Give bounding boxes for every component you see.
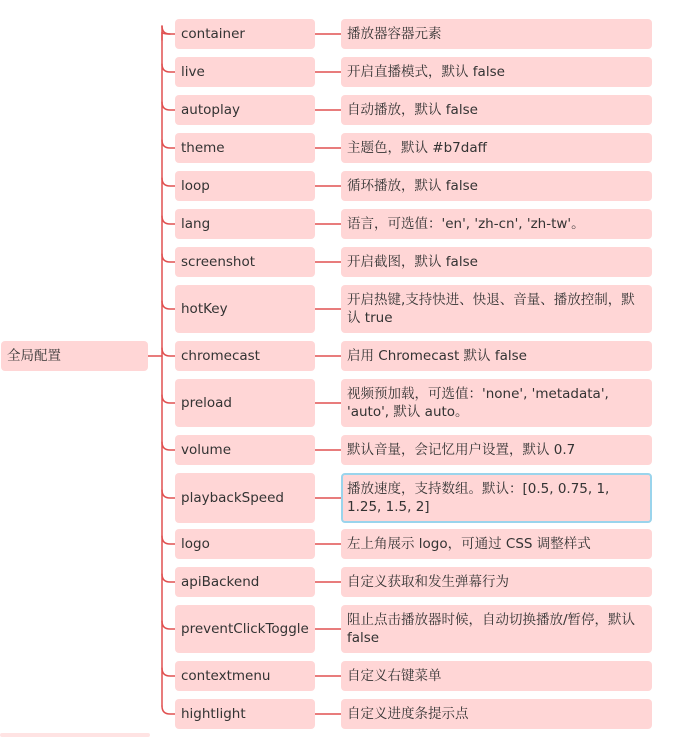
desc-node-autoplay[interactable] (341, 95, 652, 125)
branch-connector (162, 102, 175, 110)
branch-connector (162, 301, 175, 309)
key-label: preventClickToggle (181, 621, 309, 637)
desc-node-lang[interactable] (341, 209, 652, 239)
key-node-preventclicktoggle[interactable] (175, 605, 315, 653)
key-node-hightlight[interactable] (175, 699, 315, 729)
branch-connector (162, 490, 175, 498)
key-node-theme[interactable] (175, 133, 315, 163)
key-node-playbackspeed[interactable] (175, 473, 315, 523)
key-node-screenshot[interactable] (175, 247, 315, 277)
key-label: logo (181, 536, 210, 552)
branch-connector (162, 178, 175, 186)
branch-connector (162, 254, 175, 262)
branch-connector (162, 668, 175, 676)
desc-label: 启用 Chromecast 默认 false (347, 348, 527, 364)
key-node-lang[interactable] (175, 209, 315, 239)
desc-node-preventclicktoggle[interactable] (341, 605, 652, 653)
key-node-live[interactable] (175, 57, 315, 87)
desc-node-volume[interactable] (341, 435, 652, 465)
key-node-chromecast[interactable] (175, 341, 315, 371)
desc-node-hotkey[interactable] (341, 285, 652, 333)
desc-label: 视频预加载，可选值：'none', 'metadata', 'auto', 默认 auto。 (347, 386, 609, 420)
key-node-container[interactable] (175, 19, 315, 49)
key-label: playbackSpeed (181, 490, 284, 506)
root-label: 全局配置 (7, 348, 61, 364)
key-node-preload[interactable] (175, 379, 315, 427)
branch-connector (162, 64, 175, 72)
desc-label: 默认音量，会记忆用户设置，默认 0.7 (347, 442, 576, 458)
key-label: contextmenu (181, 668, 271, 684)
key-label: lang (181, 216, 211, 232)
desc-node-playbackspeed[interactable] (341, 473, 652, 523)
key-node-logo[interactable] (175, 529, 315, 559)
desc-node-contextmenu[interactable] (341, 661, 652, 691)
desc-node-container[interactable] (341, 19, 652, 49)
desc-node-loop[interactable] (341, 171, 652, 201)
key-label: autoplay (181, 102, 240, 118)
branch-connector (162, 216, 175, 224)
key-node-autoplay[interactable] (175, 95, 315, 125)
key-label: screenshot (181, 254, 256, 270)
root-node[interactable] (1, 341, 148, 371)
key-node-volume[interactable] (175, 435, 315, 465)
key-label: apiBackend (181, 574, 260, 590)
key-node-hotkey[interactable] (175, 285, 315, 333)
desc-node-chromecast[interactable] (341, 341, 652, 371)
branch-connector (162, 442, 175, 450)
key-label: container (181, 26, 245, 42)
key-node-loop[interactable] (175, 171, 315, 201)
desc-label: 开启截图，默认 false (347, 254, 478, 270)
key-label: live (181, 64, 205, 80)
desc-label: 自动播放，默认 false (347, 102, 478, 118)
key-node-contextmenu[interactable] (175, 661, 315, 691)
desc-label: 自定义进度条提示点 (347, 706, 469, 722)
desc-node-hightlight[interactable] (341, 699, 652, 729)
desc-label: 播放速度，支持数组。默认：[0.5, 0.75, 1, 1.25, 1.5, 2] (347, 481, 610, 515)
desc-label: 开启直播模式，默认 false (347, 64, 505, 80)
desc-node-screenshot[interactable] (341, 247, 652, 277)
branch-connector (162, 348, 175, 356)
desc-label: 自定义获取和发生弹幕行为 (347, 574, 509, 590)
key-label: preload (181, 395, 232, 411)
key-label: hotKey (181, 301, 228, 317)
desc-label: 语言，可选值：'en', 'zh-cn', 'zh-tw'。 (347, 216, 585, 232)
desc-node-apibackend[interactable] (341, 567, 652, 597)
branch-connector (162, 574, 175, 582)
desc-label: 播放器容器元素 (347, 26, 442, 42)
partial-node-bottom (0, 733, 150, 737)
key-label: chromecast (181, 348, 260, 364)
key-label: hightlight (181, 706, 246, 722)
branch-connector (162, 26, 175, 34)
desc-label: 阻止点击播放器时候，自动切换播放/暂停，默认 false (347, 612, 636, 646)
desc-node-preload[interactable] (341, 379, 652, 427)
desc-label: 主题色，默认 #b7daff (347, 140, 487, 156)
key-label: theme (181, 140, 225, 156)
branch-connector (162, 536, 175, 544)
desc-label: 自定义右键菜单 (347, 668, 442, 684)
branch-connector (162, 395, 175, 403)
key-label: loop (181, 178, 210, 194)
branch-connector (162, 140, 175, 148)
desc-label: 循环播放，默认 false (347, 178, 478, 194)
key-label: volume (181, 442, 232, 458)
desc-label: 左上角展示 logo，可通过 CSS 调整样式 (347, 536, 591, 552)
desc-node-live[interactable] (341, 57, 652, 87)
branch-connector (162, 621, 175, 629)
desc-node-theme[interactable] (341, 133, 652, 163)
branch-connector (162, 706, 175, 714)
key-node-apibackend[interactable] (175, 567, 315, 597)
desc-node-logo[interactable] (341, 529, 652, 559)
desc-label: 开启热键,支持快进、快退、音量、播放控制，默认 true (347, 292, 635, 326)
